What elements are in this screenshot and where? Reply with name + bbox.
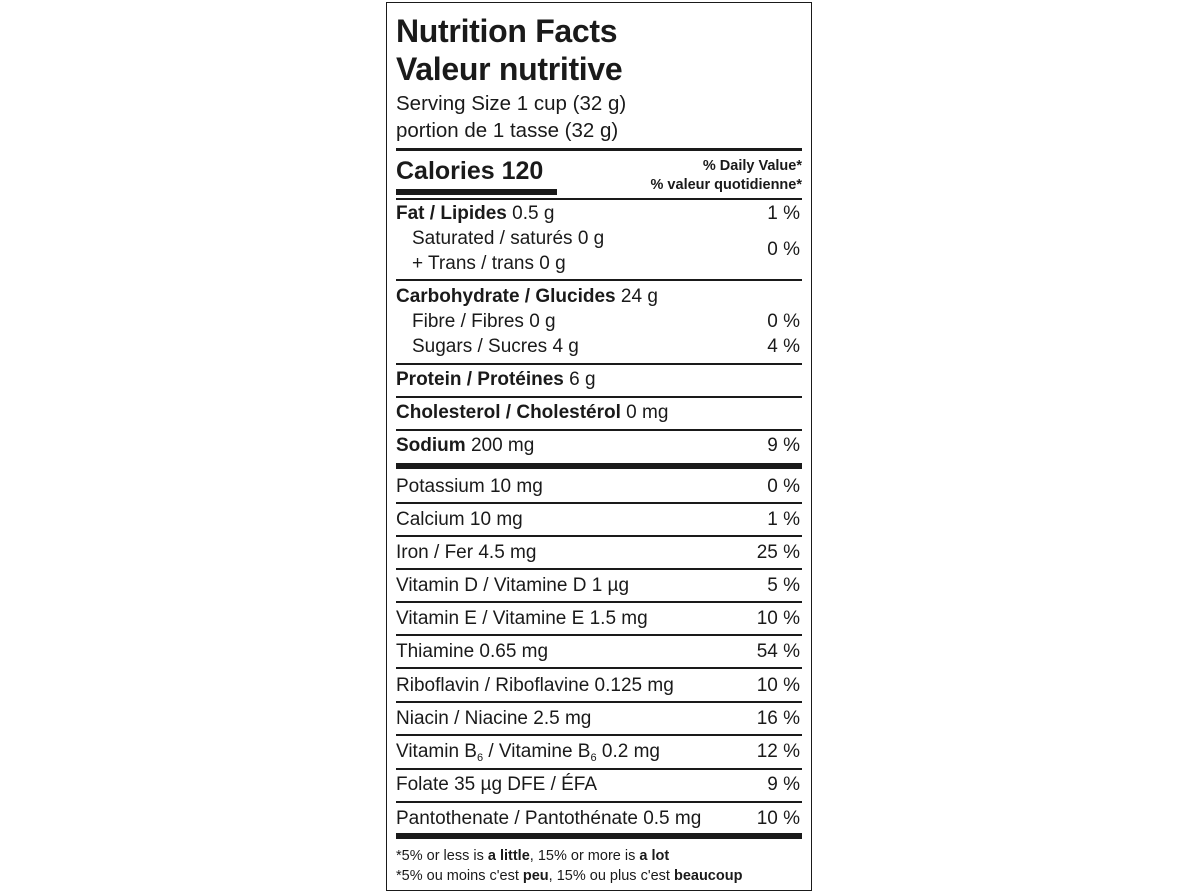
micronutrient-dv: 9 % xyxy=(767,774,800,795)
footnote-french: *5% ou moins c'est peu, 15% ou plus c'est beaucoup xyxy=(396,868,743,884)
cholesterol-label: Cholesterol / Cholestérol xyxy=(396,402,621,423)
saturated-label: Saturated / saturés 0 g xyxy=(412,228,605,249)
micronutrient-dv: 0 % xyxy=(767,476,800,497)
micronutrient-dv: 10 % xyxy=(756,675,800,696)
divider xyxy=(396,634,802,636)
divider xyxy=(396,801,802,803)
divider xyxy=(396,535,802,537)
sodium-label: Sodium xyxy=(396,435,466,456)
divider xyxy=(396,396,802,398)
divider xyxy=(396,363,802,365)
fat-dv: 1 % xyxy=(767,203,800,224)
protein-label: Protein / Protéines xyxy=(396,369,564,390)
carb-amount: 24 g xyxy=(615,286,658,307)
calories-underline xyxy=(396,189,557,195)
carb-label: Carbohydrate / Glucides xyxy=(396,286,616,307)
trans-label: + Trans / trans 0 g xyxy=(412,253,566,274)
divider xyxy=(396,734,802,736)
micronutrient-label: Vitamin D / Vitamine D 1 µg xyxy=(396,575,630,596)
sodium-amount: 200 mg xyxy=(465,435,535,456)
micronutrient-dv: 25 % xyxy=(756,542,800,563)
divider-thick xyxy=(396,463,802,469)
micronutrient-label: Calcium 10 mg xyxy=(396,509,523,530)
title-french: Valeur nutritive xyxy=(396,51,623,87)
sugars-label: Sugars / Sucres 4 g xyxy=(412,336,579,357)
micronutrient-dv: 1 % xyxy=(767,509,800,530)
divider xyxy=(396,601,802,603)
fat-amount: 0.5 g xyxy=(506,203,555,224)
calories: Calories 120 xyxy=(396,157,544,185)
divider xyxy=(396,279,802,281)
micronutrient-dv: 54 % xyxy=(756,641,800,662)
micronutrient-label: Vitamin $B_6$ / Vitamine $B_6$ 0.2 mg xyxy=(396,741,660,764)
divider xyxy=(396,429,802,431)
micronutrient-label: Iron / Fer 4.5 mg xyxy=(396,542,537,563)
fibre-label: Fibre / Fibres 0 g xyxy=(412,311,556,332)
sugars-dv: 4 % xyxy=(767,336,800,357)
sodium-dv: 9 % xyxy=(767,435,800,456)
divider xyxy=(396,768,802,770)
nutrition-facts-label xyxy=(386,2,812,891)
title-english: Nutrition Facts xyxy=(396,13,618,49)
serving-size-english: Serving Size 1 cup (32 g) xyxy=(396,92,627,115)
sat-trans-dv: 0 % xyxy=(767,239,800,260)
divider xyxy=(396,568,802,570)
protein-amount: 6 g xyxy=(563,369,596,390)
micronutrient-label: Folate 35 µg DFE / ÉFA xyxy=(396,774,598,795)
micronutrient-label: Thiamine 0.65 mg xyxy=(396,641,549,662)
fat-label: Fat / Lipides xyxy=(396,203,507,224)
divider-thick xyxy=(396,148,802,151)
cholesterol-amount: 0 mg xyxy=(620,402,669,423)
micronutrient-dv: 5 % xyxy=(767,575,800,596)
micronutrient-dv: 16 % xyxy=(756,708,800,729)
divider-thick xyxy=(396,833,802,839)
fibre-dv: 0 % xyxy=(767,311,800,332)
divider xyxy=(396,701,802,703)
micronutrient-label: Vitamin E / Vitamine E 1.5 mg xyxy=(396,608,648,629)
micronutrient-dv: 10 % xyxy=(756,808,800,829)
footnote-english: *5% or less is a little, 15% or more is a lot xyxy=(396,848,670,864)
divider xyxy=(396,198,802,200)
divider xyxy=(396,667,802,669)
micronutrient-dv: 12 % xyxy=(756,741,800,762)
micronutrient-label: Riboflavin / Riboflavine 0.125 mg xyxy=(396,675,674,696)
micronutrient-label: Niacin / Niacine 2.5 mg xyxy=(396,708,592,729)
micronutrient-label: Potassium 10 mg xyxy=(396,476,543,497)
micronutrient-dv: 10 % xyxy=(756,608,800,629)
daily-value-header-french: % valeur quotidienne* xyxy=(650,177,802,193)
daily-value-header-english: % Daily Value* xyxy=(702,158,802,174)
serving-size-french: portion de 1 tasse (32 g) xyxy=(396,119,619,142)
divider xyxy=(396,502,802,504)
micronutrient-label: Pantothenate / Pantothénate 0.5 mg xyxy=(396,808,702,829)
